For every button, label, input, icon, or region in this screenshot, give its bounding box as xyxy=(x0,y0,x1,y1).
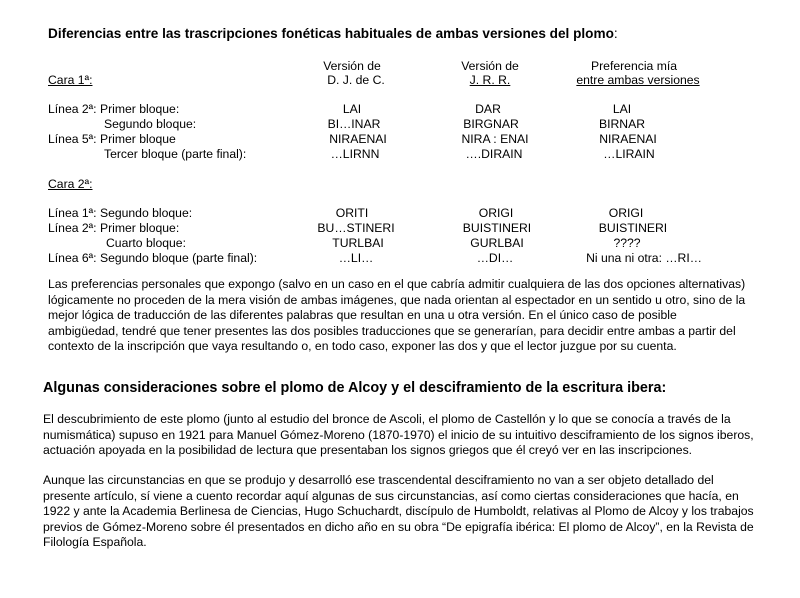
cara2-label: Cara 2ª: xyxy=(48,177,93,191)
cara1-row-pref: …LIRAIN xyxy=(603,147,655,161)
title-text: Diferencias entre las trascripciones fonéticas habituales de ambas versiones del plomo xyxy=(48,26,614,41)
cara2-row-jrr: GURLBAI xyxy=(470,236,524,250)
title-colon: : xyxy=(613,26,618,41)
paragraph-line: Aunque las circunstancias en que se produjo y desarrolló ese trascendental desciframiento no van a ser objeto detallado del xyxy=(43,473,714,487)
column-header-pref-line2: entre ambas versiones xyxy=(576,73,700,87)
cara2-row-dc: TURLBAI xyxy=(332,236,384,250)
cara1-row-jrr: ….DIRAIN xyxy=(465,147,523,161)
paragraph-discovery xyxy=(43,412,754,459)
paragraph-line: Las preferencias personales que expongo (salvo en un caso en el que cabría admitir cualquiera de las dos opciones alternativas) xyxy=(48,277,746,291)
paragraph-preferences xyxy=(48,277,745,355)
column-header-jrr-line2: J. R. R. xyxy=(469,73,511,87)
cara1-row-label: Línea 5ª: Primer bloque xyxy=(48,132,176,146)
paragraph-line: 1922 y ante la Academia Berlinesa de Ciencias, Hugo Schuchardt, discípulo de Humboldt, relativas al Plomo de Alcoy y los trabajos xyxy=(43,504,754,518)
cara1-row-dc: LAI xyxy=(342,102,362,116)
column-header-pref-line1: Preferencia mía xyxy=(590,59,678,73)
cara1-row-pref: NIRAENAI xyxy=(599,132,657,146)
paragraph-line: lógicamente no proceden de la mera visión de ambas imágenes, que nada orientan al espectador en un sentido u otro, sino de la xyxy=(48,292,746,307)
cara2-row-dc: BU…STINERI xyxy=(317,221,395,235)
cara2-row-label: Cuarto bloque: xyxy=(106,236,186,250)
paragraph-line: presente artículo, sí viene a cuento recordar aquí algunas de sus circunstancias, así como ciertas consideraciones que hacía, en xyxy=(43,488,739,503)
cara2-row-dc: ORITI xyxy=(335,206,369,220)
cara2-row-jrr: …DI… xyxy=(476,251,514,265)
cara2-row-label: Línea 2ª: Primer bloque: xyxy=(48,221,180,235)
cara1-row-label: Tercer bloque (parte final): xyxy=(104,147,247,161)
cara2-row-pref: Ni una ni otra: …RI… xyxy=(586,251,702,265)
cara1-row-jrr: NIRA : ENAI xyxy=(461,132,529,146)
column-header-jrr-line1: Versión de xyxy=(461,59,519,73)
cara2-row-jrr: ORIGI xyxy=(478,206,514,220)
paragraph-line: contexto de la inscripción que vaya resultando o, en todo caso, exponer las dos y que el lector juzgue por su cuenta. xyxy=(48,339,677,353)
paragraph-line: actuación apoyada en la posibilidad de lectura que presentaban los signos griegos que él creyó ver en las inscripciones. xyxy=(43,443,693,457)
paragraph-line: mejor lógica de traducción de las diferentes palabras que resultan en una u otra versión. En el único caso de posible xyxy=(48,308,677,322)
paragraph-line: Filología Española. xyxy=(43,535,147,549)
cara1-row-dc: BI…INAR xyxy=(327,117,381,131)
cara1-row-label: Línea 2ª: Primer bloque: xyxy=(48,102,180,116)
section-heading: Algunas consideraciones sobre el plomo de Alcoy y el desciframiento de la escritura ibera: xyxy=(43,380,667,396)
paragraph-line: numismática) supuso en 1921 para Manuel Gómez-Moreno (1870-1970) el inicio de su intuitivo desciframiento de los signos iberos, xyxy=(43,427,754,442)
cara1-row-dc: NIRAENAI xyxy=(329,132,387,146)
paragraph-circumstances xyxy=(43,473,754,551)
paragraph-line: previos de Gómez-Moreno sobre él presentados en dicho año en su obra “De epigrafía ibérica: El plomo de Alcoy”, en la Revista de xyxy=(43,519,754,534)
cara1-row-dc: …LIRNN xyxy=(330,147,380,161)
cara1-row-label: Segundo bloque: xyxy=(104,117,197,131)
document-title xyxy=(48,26,618,41)
cara1-row-jrr: BIRGNAR xyxy=(463,117,519,131)
cara2-row-dc: …LI… xyxy=(338,251,374,265)
cara2-row-pref: ORIGI xyxy=(608,206,644,220)
column-header-dc-line1: Versión de xyxy=(323,59,381,73)
paragraph-line: El descubrimiento de este plomo (junto al estudio del bronce de Ascoli, el plomo de Castellón y lo que se conocía a través de la xyxy=(43,412,731,426)
cara2-row-label: Línea 6ª: Segundo bloque (parte final): xyxy=(48,251,258,265)
cara2-row-pref: BUISTINERI xyxy=(598,221,668,235)
cara2-row-label: Línea 1ª: Segundo bloque: xyxy=(48,206,193,220)
cara2-row-pref: ???? xyxy=(613,236,641,250)
cara1-row-pref: LAI xyxy=(612,102,632,116)
column-header-dc-line2: D. J. de C. xyxy=(327,73,385,87)
cara1-row-jrr: DAR xyxy=(475,102,501,116)
cara1-row-pref: BIRNAR xyxy=(598,117,646,131)
paragraph-line: ambigüedad, tendré que tener presentes las dos posibles traducciones que se generarían, para decidir entre ambas a partir del xyxy=(48,323,736,338)
cara1-label: Cara 1ª: xyxy=(48,73,93,87)
cara2-row-jrr: BUISTINERI xyxy=(462,221,532,235)
